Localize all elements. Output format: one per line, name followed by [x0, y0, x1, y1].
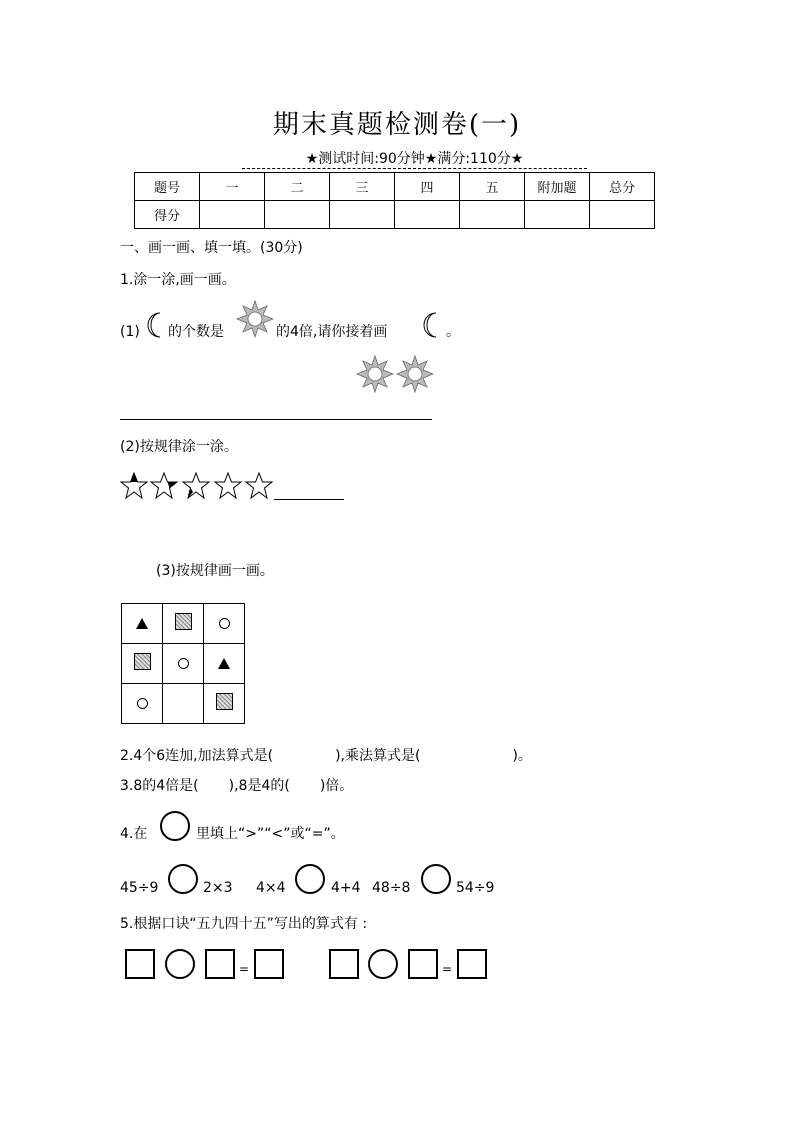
- equals-sign: =: [239, 962, 250, 976]
- operator-circle[interactable]: [368, 949, 398, 979]
- score-table-cell: 题号: [135, 173, 200, 201]
- answer-line[interactable]: [274, 499, 344, 500]
- moon-icon: [420, 311, 444, 339]
- question-2-text-c: )。: [512, 748, 532, 764]
- score-table-cell: 一: [200, 173, 265, 201]
- moon-icon: [144, 311, 168, 339]
- circle-icon: [160, 811, 190, 841]
- question-3-text-a: 3.8的4倍是(: [120, 778, 199, 794]
- score-table-cell: 四: [395, 173, 460, 201]
- score-table-header-row: [135, 173, 655, 201]
- pattern-grid: [121, 603, 245, 724]
- question-1-2-label: (2)按规律涂一涂。: [120, 439, 238, 455]
- score-input-cell[interactable]: [200, 201, 265, 229]
- grid-cell: [122, 684, 163, 724]
- triangle-icon: [218, 658, 230, 669]
- star-icon: [246, 473, 272, 498]
- grid-cell: [163, 604, 204, 644]
- circle-icon: [219, 618, 230, 629]
- expression-left: 4×4: [256, 880, 286, 896]
- sun-icon: [396, 355, 434, 393]
- answer-line[interactable]: [120, 419, 432, 420]
- expression-left: 45÷9: [120, 880, 159, 896]
- operator-circle[interactable]: [165, 949, 195, 979]
- hatched-square-icon: [134, 653, 151, 670]
- grid-cell: [204, 604, 245, 644]
- star-icon: [183, 473, 209, 498]
- question-3-text-c: )倍。: [319, 778, 354, 794]
- sun-icon: [356, 355, 394, 393]
- score-table-cell: 附加题: [525, 173, 590, 201]
- star-icon: [215, 473, 241, 498]
- score-input-cell[interactable]: [265, 201, 330, 229]
- question-3-text-b: ),8是4的(: [228, 778, 290, 794]
- star-icon: [151, 473, 177, 498]
- question-1-1-end: 。: [446, 324, 460, 340]
- compare-circle[interactable]: [168, 864, 198, 894]
- star-pattern: [120, 471, 275, 501]
- grid-cell: [122, 644, 163, 684]
- compare-circle[interactable]: [295, 864, 325, 894]
- grid-cell: [163, 644, 204, 684]
- score-table-cell: 五: [460, 173, 525, 201]
- sun-icon: [236, 300, 274, 338]
- answer-box[interactable]: [329, 949, 359, 979]
- compare-circle[interactable]: [421, 864, 451, 894]
- expression-left: 48÷8: [372, 880, 411, 896]
- question-1-1-text-b: 的4倍,请你接着画: [276, 324, 388, 340]
- score-input-cell[interactable]: [590, 201, 655, 229]
- grid-cell: [204, 684, 245, 724]
- score-table-cell: 得分: [135, 201, 200, 229]
- score-table-cell: 总分: [590, 173, 655, 201]
- page-title: 期末真题检测卷(一): [272, 110, 522, 140]
- circle-icon: [178, 658, 189, 669]
- question-3: [120, 776, 353, 796]
- score-input-cell[interactable]: [395, 201, 460, 229]
- question-4-text-b: 里填上“>”“<”或“=”。: [196, 826, 345, 842]
- score-input-cell[interactable]: [460, 201, 525, 229]
- grid-cell: [122, 604, 163, 644]
- question-1-1-prefix: (1): [120, 324, 140, 340]
- expression-right: 4+4: [331, 880, 361, 896]
- question-2-text-a: 2.4个6连加,加法算式是(: [120, 748, 274, 764]
- hatched-square-icon: [216, 693, 233, 710]
- section-heading: 一、画一画、填一填。(30分): [120, 240, 303, 256]
- question-1-3-label: (3)按规律画一画。: [156, 563, 274, 579]
- grid-cell-blank[interactable]: [163, 684, 204, 724]
- triangle-icon: [136, 618, 148, 629]
- question-4-text-a: 4.在: [120, 826, 148, 842]
- score-table-cell: 二: [265, 173, 330, 201]
- answer-box[interactable]: [408, 949, 438, 979]
- grid-cell: [204, 644, 245, 684]
- equals-sign: =: [442, 962, 453, 976]
- hatched-square-icon: [175, 613, 192, 630]
- question-2: [120, 746, 532, 766]
- score-input-cell[interactable]: [525, 201, 590, 229]
- score-table-cell: 三: [330, 173, 395, 201]
- page-subtitle: ★测试时间:90分钟★满分:110分★: [242, 150, 587, 169]
- question-1-1-text-a: 的个数是: [168, 324, 224, 340]
- expression-right: 54÷9: [456, 880, 495, 896]
- answer-box[interactable]: [254, 949, 284, 979]
- score-table: [134, 172, 655, 229]
- expression-right: 2×3: [203, 880, 233, 896]
- score-input-cell[interactable]: [330, 201, 395, 229]
- score-table-score-row: [135, 201, 655, 229]
- question-2-text-b: ),乘法算式是(: [335, 748, 421, 764]
- question-5-label: 5.根据口诀“五九四十五”写出的算式有 :: [120, 916, 368, 932]
- circle-icon: [137, 698, 148, 709]
- answer-box[interactable]: [125, 949, 155, 979]
- answer-box[interactable]: [205, 949, 235, 979]
- question-1-label: 1.涂一涂,画一画。: [120, 272, 236, 288]
- answer-box[interactable]: [457, 949, 487, 979]
